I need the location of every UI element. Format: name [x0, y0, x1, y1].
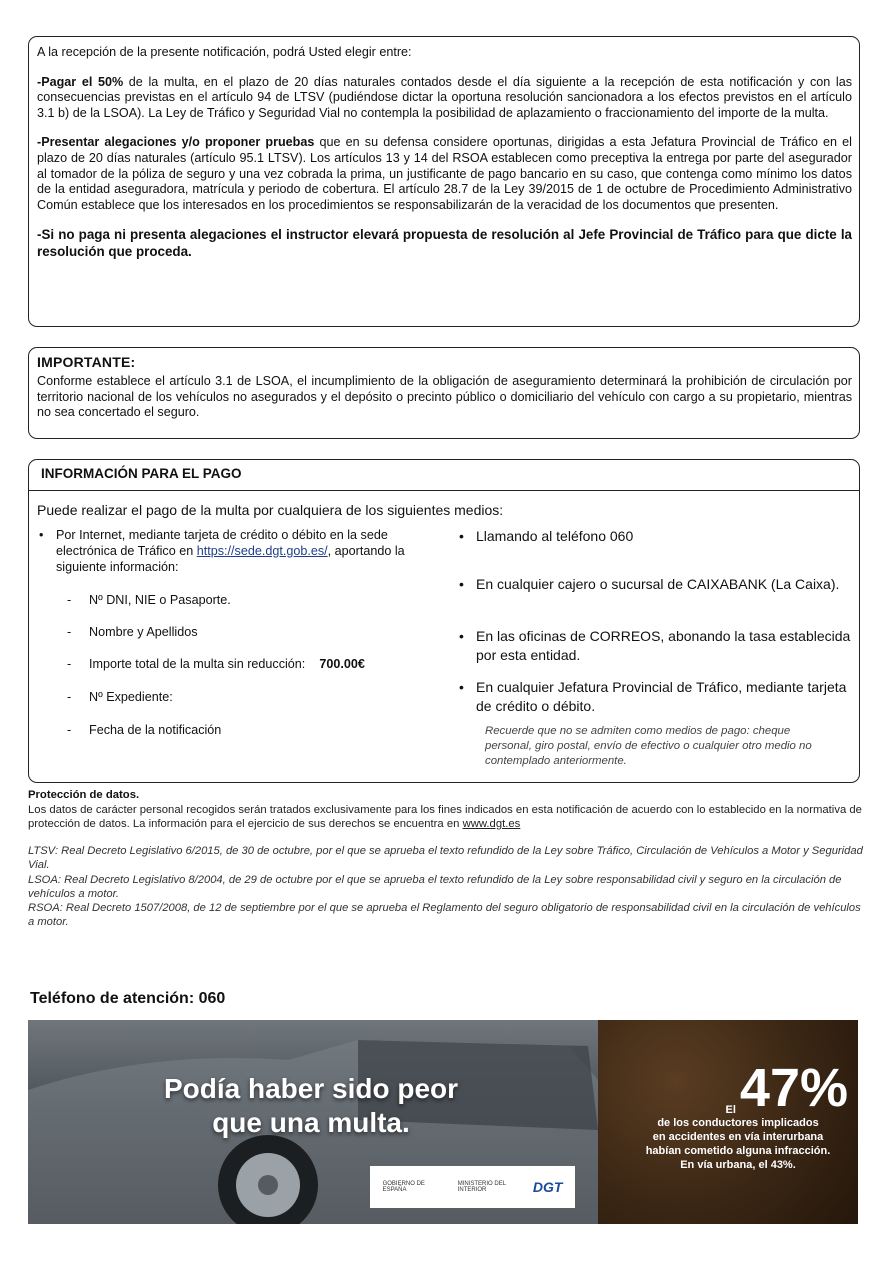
- dash: -: [67, 625, 72, 639]
- payment-correos-item: • En las oficinas de CORREOS, abonando la tasa establecida por esta entidad.: [457, 627, 857, 664]
- payment-internet-item: [37, 527, 447, 575]
- field-dni-label: Nº DNI, NIE o Pasaporte.: [89, 593, 231, 607]
- field-name-label: Nombre y Apellidos: [89, 625, 198, 639]
- option-allegations-title: -Presentar alegaciones y/o proponer pruebas: [37, 135, 315, 150]
- field-amount-value: 700.00€: [319, 657, 365, 671]
- dgt-link[interactable]: www.dgt.es: [462, 818, 521, 830]
- options-box: [28, 36, 860, 327]
- stat-text: en accidentes en vía interurbana: [652, 1131, 824, 1143]
- important-title: IMPORTANTE:: [37, 354, 136, 370]
- option-pay: [37, 75, 852, 122]
- stat-text: habían cometido alguna infracción.: [645, 1145, 831, 1157]
- option-allegations-text: que en su defensa considere oportunas, dirigidas a esta Jefatura Provincial de Tráfico en el plazo de 20 días naturales (artículo 95.1 LTSV). Los artículos 13 y 14 del RSOA establecen como preceptiva la entrega por parte del asegurador al tomador de la póliza de seguro y una vez cobrada la prima, un justificante de pago bancario en su caso, que contenga como mínimo los datos de la entidad aseguradora, matrícula y periodo de cobertura. El artículo 28.7 de la Ley 39/2015 de 1 de octubre de Procedimiento Administrativo Común establece que los interesados en los procedimientos se responsabilizarán de la veracidad de los documentos que presenten.: [37, 135, 852, 212]
- option-pay-title: -Pagar el 50%: [37, 74, 124, 89]
- stat-text: de los conductores implicados: [657, 1117, 819, 1129]
- option-no-action-text: -Si no paga ni presenta alegaciones el instructor elevará propuesta de resolución al Jefe Provincial de Tráfico para que dicte la resolución que proceda.: [37, 227, 852, 259]
- government-logos: [370, 1166, 575, 1208]
- field-date: [67, 723, 221, 737]
- ministerio-logo: MINISTERIO DEL INTERIOR: [457, 1181, 506, 1193]
- legal-references: [28, 844, 866, 930]
- sede-link[interactable]: https://sede.dgt.gob.es/: [196, 544, 328, 558]
- payment-intro: Puede realizar el pago de la multa por cualquiera de los siguientes medios:: [37, 502, 504, 518]
- legal-lsoa: LSOA: Real Decreto Legislativo 8/2004, de 29 de octubre por el que se aprueba el texto refundido de la Ley sobre responsabilidad civil y seguro en la circulación de vehículos a motor.: [28, 873, 842, 900]
- legal-rsoa: RSOA: Real Decreto 1507/2008, de 12 de septiembre por el que se aprueba el Reglamento del seguro obligatorio de responsabilidad civil en la circulación de vehículos a motor.: [28, 902, 861, 929]
- internet-text: Por Internet, mediante tarjeta de crédito o débito en la sede electrónica de Tráfico en: [56, 528, 388, 558]
- payment-caixabank-item: • En cualquier cajero o sucursal de CAIXABANK (La Caixa).: [457, 575, 839, 594]
- crashed-car-image: [28, 1020, 598, 1224]
- banner-headline: [146, 1072, 476, 1140]
- option-allegations: [37, 135, 852, 213]
- banner-headline-line1: Podía haber sido peor: [163, 1073, 459, 1104]
- field-name: [67, 625, 198, 639]
- payment-box: [28, 459, 860, 783]
- field-date-label: Fecha de la notificación: [89, 723, 222, 737]
- internet-text-end: , aportando la siguiente información:: [56, 544, 405, 574]
- stat-block: [628, 1060, 848, 1172]
- data-protection: [28, 788, 866, 832]
- dgt-banner: [28, 1020, 858, 1224]
- payment-note: Recuerde que no se admiten como medios de pago: cheque personal, giro postal, envío de efectivo o cualquier otro medio no contemplado anteriormente.: [485, 725, 812, 767]
- field-file-number-label: Nº Expediente:: [89, 690, 173, 704]
- dash: -: [67, 690, 72, 704]
- field-file-number: [67, 690, 173, 704]
- important-box: [28, 347, 860, 439]
- dash: -: [67, 723, 72, 737]
- legal-ltsv: LTSV: Real Decreto Legislativo 6/2015, de 30 de octubre, por el que se aprueba el texto refundido de la Ley sobre Tráfico, Circulación de Vehículos a Motor y Seguridad Vial.: [28, 845, 863, 872]
- option-no-action: [37, 227, 852, 260]
- field-amount-label: Importe total de la multa sin reducción:: [89, 657, 306, 671]
- stat-el: El: [725, 1104, 736, 1116]
- intro-text: A la recepción de la presente notificación, podrá Usted elegir entre:: [37, 45, 412, 59]
- stat-text: En vía urbana, el 43%.: [680, 1159, 796, 1171]
- phone-line: Teléfono de atención: 060: [30, 990, 226, 1007]
- gobierno-logo: GOBIERNO DE ESPAÑA: [382, 1181, 425, 1193]
- dash: -: [67, 593, 72, 607]
- data-protection-title: Protección de datos.: [28, 789, 140, 801]
- field-dni: [67, 593, 231, 607]
- important-text: Conforme establece el artículo 3.1 de LSOA, el incumplimiento de la obligación de aseguramiento determinará la prohibición de circulación por territorio nacional de los vehículos no asegurados y el depósito o precinto público o domiciliario del vehículo con cargo a su propietario, mientras no sea concertado el seguro.: [37, 374, 852, 420]
- data-protection-text: Los datos de carácter personal recogidos serán tratados exclusivamente para los fines indicados en esta notificación de acuerdo con lo establecido en la normativa de protección de datos. La información para el ejercicio de sus derechos se encuentra en: [28, 803, 862, 830]
- banner-headline-line2: que una multa.: [212, 1107, 410, 1138]
- dgt-logo: DGT: [532, 1179, 563, 1195]
- payment-internet-column: [37, 527, 447, 575]
- dash: -: [67, 657, 72, 671]
- stat-percentage: 47%: [739, 1058, 848, 1118]
- payment-phone-item: • Llamando al teléfono 060: [457, 527, 633, 546]
- field-amount: [67, 657, 365, 671]
- option-pay-text: de la multa, en el plazo de 20 días naturales contados desde el día siguiente a la recepción de esta notificación y con las consecuencias previstas en el artículo 94 de LTSV (pudiéndose dictar la oportuna resolución sancionadora a los efectos previstos en el artículo 3.1 b) de la LSOA). La Ley de Tráfico y Seguridad Vial no contempla la posibilidad de aplazamiento o fraccionamiento del importe de la multa.: [37, 74, 853, 120]
- payment-jefatura-item: • En cualquier Jefatura Provincial de Tráfico, mediante tarjeta de crédito o débito.: [457, 678, 857, 715]
- payment-header: INFORMACIÓN PARA EL PAGO: [29, 460, 859, 491]
